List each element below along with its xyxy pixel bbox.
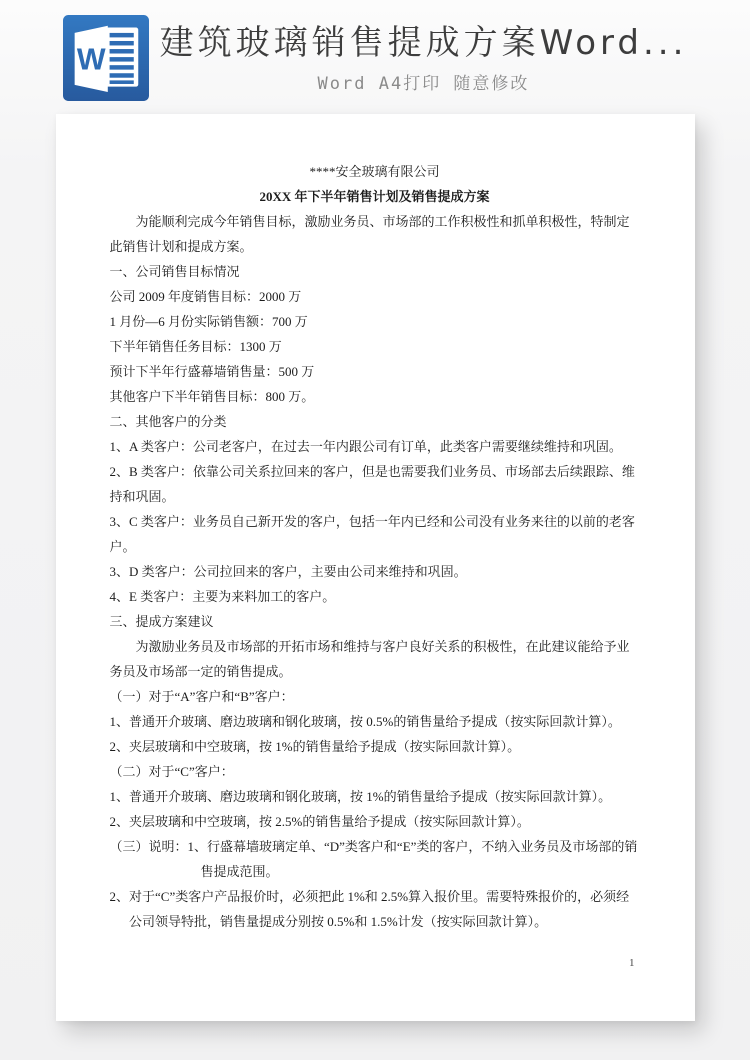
page-number: 1 [629,957,635,969]
intro-paragraph: 为能顺利完成今年销售目标，激励业务员、市场部的工作积极性和抓单积极性，特制定此销售计划和提成方案。 [109,214,630,254]
second-half-target-line: 下半年销售任务目标：1300 万 [109,339,282,354]
client-class-a-line: 1、A 类客户：公司老客户，在过去一年内跟公司有订单，此类客户需要继续维持和巩固。 [109,439,622,454]
rule-c-item-1: 1、普通开介玻璃、磨边玻璃和钢化玻璃，按 1%的销售量给予提成（按实际回款计算）。 [109,789,612,804]
first-half-sales-line: 1 月份—6 月份实际销售额：700 万 [109,314,308,329]
client-class-d-line: 3、D 类客户：公司拉回来的客户，主要由公司来维持和巩固。 [109,564,467,579]
other-clients-target-line: 其他客户下半年销售目标：800 万。 [109,389,315,404]
rule-c-item-2: 2、夹层玻璃和中空玻璃，按 2.5%的销售量给予提成（按实际回款计算）。 [109,814,530,829]
annual-target-line: 公司 2009 年度销售目标：2000 万 [109,289,302,304]
remark-2: 2、对于“C”类客户产品报价时，必须把此 1%和 2.5%算入报价里。需要特殊报价的，必须经公司领导特批，销售量提成分别按 0.5%和 1.5%计发（按实际回款计算）。 [109,889,630,929]
curtain-wall-forecast-line: 预计下半年行盛幕墙销售量：500 万 [109,364,315,379]
section-1-heading: 一、公司销售目标情况 [109,264,240,279]
rule-ab-item-1: 1、普通开介玻璃、磨边玻璃和钢化玻璃，按 0.5%的销售量给予提成（按实际回款计算）。 [109,714,621,729]
document-content [56,114,695,934]
client-class-e-line: 4、E 类客户：主要为来料加工的客户。 [109,589,336,604]
site-header [0,0,750,101]
client-class-b-line: 2、B 类客户：依靠公司关系拉回来的客户，但是也需要我们业务员、市场部去后续跟踪、维持和巩固。 [109,464,635,504]
client-class-c-line: 3、C 类客户：业务员自己新开发的客户，包括一年内已经和公司没有业务来往的以前的老客户。 [109,514,635,554]
document-title: 20XX 年下半年销售计划及销售提成方案 [259,189,490,204]
document-page [56,114,695,1021]
template-subtitle: Word A4打印 随意修改 [317,74,530,95]
rule-ab-item-2: 2、夹层玻璃和中空玻璃，按 1%的销售量给予提成（按实际回款计算）。 [109,739,521,754]
word-icon-letter: W [76,42,106,77]
remark-1: （三）说明：1、行盛幕墙玻璃定单、“D”类客户和“E”类的客户，不纳入业务员及市场部的销售提成范围。 [109,839,638,879]
word-file-icon [63,15,149,101]
section-2-heading: 二、其他客户的分类 [109,414,227,429]
template-title: 建筑玻璃销售提成方案Word... [159,22,688,63]
rule-ab-heading: （一）对于“A”客户和“B”客户： [109,689,294,704]
rule-c-heading: （二）对于“C”客户： [109,764,234,779]
company-name: ****安全玻璃有限公司 [309,164,440,179]
header-title-block [160,22,688,95]
section-3-heading: 三、提成方案建议 [109,614,214,629]
commission-intro-paragraph: 为激励业务员及市场部的开拓市场和维持与客户良好关系的积极性，在此建议能给予业务员及市场部一定的销售提成。 [109,639,630,679]
